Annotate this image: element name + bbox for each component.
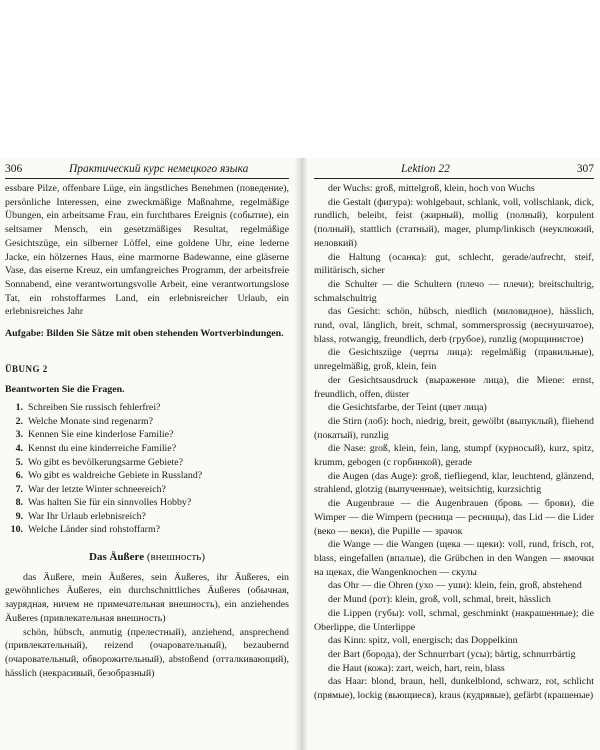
section-paragraph: das Äußere, mein Äußeres, sein Äußeres, ihr Äußeres, ein gewöhnliches Äußeres, ein durchschnittliches Äußeres (обычная, заурядная, ничем не примечательная внешность), ein anziehendes Äußeres (привлекательная внешность) [5,571,289,624]
task-text: Aufgabe: Bilden Sie Sätze mit oben stehenden Wortverbindungen. [5,328,284,340]
vocab-entry: die Wange — die Wangen (щека — щеки): voll, rund, frisch, rot, blass, eingefallen (впалые), die Grübchen in den Wangen — ямочки на щеках, die Wangenknochen — скулы [314,539,594,578]
running-title: Практический курс немецкого языка [69,163,249,175]
question-number: 3. [15,429,23,441]
question-number: 4. [15,442,23,454]
list-item [5,442,289,456]
vocab-entry: die Augenbraue — die Augenbrauen (бровь — брови), die Wimper — die Wimpern (ресница — ресницы), das Lid — die Lider (веко — веки), die Pupille — зрачок [314,498,594,537]
section-title-ru: (внешность) [146,551,205,564]
question-text: War Ihr Urlaub erlebnisreich? [28,510,146,522]
list-item [5,483,289,497]
left-page [5,160,289,680]
section-paragraph: schön, hübsch, anmutig (прелестный), anziehend, ansprechend (привлекательный), reizend (очаровательный), bezaubernd (очаровательный, обворожительный), abstoßend (отталкивающий), hässlich (некрасивый, безобразный) [5,626,289,679]
left-page-header [5,160,289,179]
question-text: Wo gibt es waldreiche Gebiete in Russland? [28,470,203,482]
list-item [5,523,289,537]
question-number: 8. [15,497,23,509]
right-page-body [314,182,594,703]
vocab-entry: die Lippen (губы): voll, schmal, geschminkt (накрашенные); die Oberlippe, die Unterlippe [314,607,594,633]
vocab-entry: die Augen (das Auge): groß, tiefliegend, klar, leuchtend, glänzend, strahlend, glotzig (выпученные), weitsichtig, kurzsichtig [314,470,594,496]
page-number: 307 [576,163,594,175]
continued-paragraph: essbare Pilze, offenbare Lüge, ein ängstliches Benehmen (поведение), persönliche Interessen, eine zweckmäßige Maßnahme, regelmäßige Übungen, ein arbeitsame Frau, ein furchtbares Ereignis (событие), ein seltsamer Mensch, ein gesetzmäßiges Resultat, regelmäßige Gesichtszüge, ein silberner Löffel, eine goldene Uhr, eine lederne Jacke, ein hölzernes Haus, eine marmorne Badewanne, eine gläserne Vase, das eiserne Kreuz, ein umfangreiches Programm, der arbeitsfreie Sonnabend, eine verantwortungsvolle Arbeit, eine verantwortungslose Tat, ein rohstoffarmes Land, ein erlebnisreicher Urlaub, ein erlebnisreiches Jahr [5,183,289,318]
vocab-entry: die Gestalt (фигура): wohlgebaut, schlank, voll, vollschlank, dick, rundlich, beleibt, feist (жирный), mollig (полный), korpulent (полный), stattlich (статный), mager, plump/linkisch (неуклюжий, неловкий) [314,196,594,249]
question-list [5,401,289,537]
vocab-entry: der Gesichtsausdruck (выражение лица), die Miene: ernst, freundlich, offen, düster [314,374,594,400]
page-number: 306 [5,163,23,175]
list-item [5,496,289,510]
question-text: War der letzte Winter schneereich? [28,483,166,495]
vocab-entry: das Haar: blond, braun, hell, dunkelblond, schwarz, rot, schlicht (прямые), lockig (вьющиеся), kraus (кудрявые), gefärbt (крашеные) [314,676,594,702]
section-title [5,551,289,565]
running-title: Lektion 22 [401,163,450,175]
question-text: Welche Länder sind rohstoffarm? [28,524,161,536]
question-number: 7. [15,483,23,495]
question-number: 2. [15,415,23,427]
question-number: 6. [15,470,23,482]
vocab-entry: der Mund (рот): klein, groß, voll, schmal, breit, hässlich [328,594,551,606]
question-text: Kennst du eine kinderreiche Familie? [28,442,177,454]
vocab-entry: das Ohr — die Ohren (ухо — уши): klein, fein, groß, abstehend [328,580,582,592]
list-item [5,401,289,415]
vocab-entry: die Schulter — die Schultern (плечо — плечи); breitschultrig, schmalschultrig [314,278,594,304]
question-text: Welche Monate sind regenarm? [28,415,154,427]
right-page [314,160,594,703]
question-text: Kennen Sie eine kinderlose Familie? [28,429,174,441]
vocab-entry: die Haut (кожа): zart, weich, hart, rein, blass [328,662,505,674]
question-number: 1. [15,402,23,414]
vocab-entry: die Haltung (осанка): gut, schlecht, gerade/aufrecht, steif, militärisch, sicher [314,251,594,277]
section-title-de: Das Äußere [89,551,145,564]
question-number: 9. [15,510,23,522]
right-page-header [314,160,594,179]
list-item [5,428,289,442]
vocab-entry: die Gesichtszüge (черты лица): regelmäßig (правильные), unregelmäßig, groß, klein, fein [314,347,594,373]
vocab-entry: das Gesicht: schön, hübsch, niedlich (миловидное), hässlich, rund, oval, länglich, breit, schmal, sommersprossig (веснушчатое), blass, rotwangig, freundlich, derb (грубое), runzlig (морщинистое) [314,306,594,345]
vocab-entry: die Stirn (лоб): hoch, niedrig, breit, gewölbt (выпуклый), fliehend (покатый), runzlig [314,415,594,441]
exercise-title: ÜBUNG 2 [5,363,48,374]
left-page-body [5,182,289,680]
book-gutter [294,158,308,750]
question-text: Was halten Sie für ein sinnvolles Hobby? [28,497,192,509]
list-item [5,415,289,429]
question-number: 10. [10,524,23,536]
list-item [5,469,289,483]
question-text: Schreiben Sie russisch fehlerfrei? [28,402,161,414]
list-item [5,456,289,470]
vocab-entry: der Bart (борода), der Schnurrbart (усы); bärtig, schnurrbärtig [328,648,576,660]
vocab-entry: das Kinn: spitz, voll, energisch; das Doppelkinn [328,635,518,647]
list-item [5,510,289,524]
vocab-entry: die Nase: groß, klein, fein, lang, stumpf (курносый), kurz, spitz, krumm, gebogen (с горбинкой), gerade [314,443,594,469]
exercise-instruction: Beantworten Sie die Fragen. [5,384,125,396]
question-number: 5. [15,456,23,468]
vocab-entry: die Gesichtsfarbe, der Teint (цвет лица) [328,402,487,414]
vocab-entry: der Wuchs: groß, mittelgroß, klein, hoch von Wuchs [328,183,535,194]
question-text: Wo gibt es bevölkerungsarme Gebiete? [28,456,183,468]
